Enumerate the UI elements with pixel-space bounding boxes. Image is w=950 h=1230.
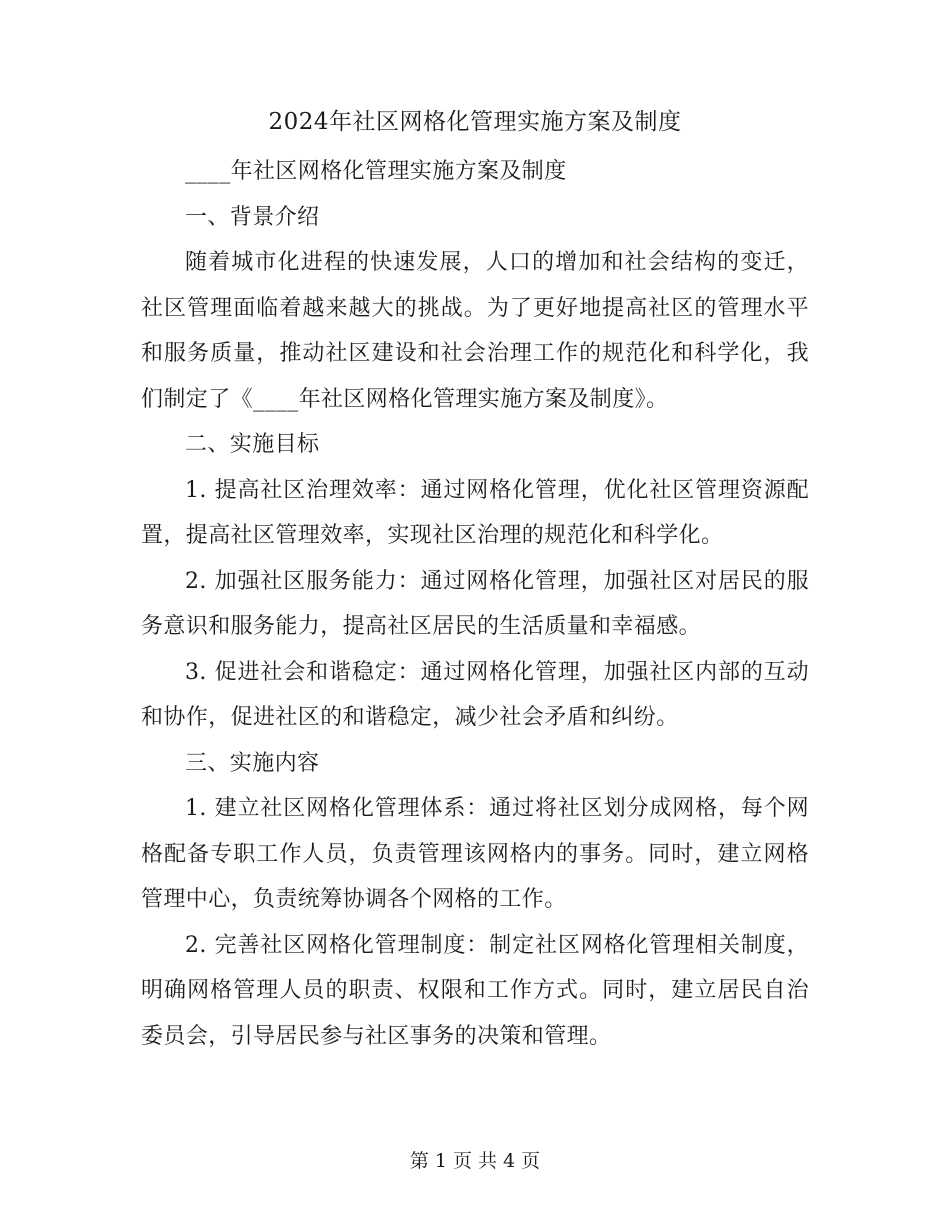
- background-paragraph: 随着城市化进程的快速发展，人口的增加和社会结构的变迁，社区管理面临着越来越大的挑战。为了更好地提高社区的管理水平和服务质量，推动社区建设和社会治理工作的规范化和科学化，我们制定了《____年社区网格化管理实施方案及制度》。: [141, 250, 809, 412]
- section-heading-goals: 二、实施目标: [185, 432, 320, 457]
- section-heading-background: 一、背景介绍: [185, 204, 320, 230]
- content-item-2: 2. 完善社区网格化管理制度：制定社区网格化管理相关制度，明确网格管理人员的职责、权限和工作方式。同时，建立居民自治委员会，引导居民参与社区事务的决策和管理。: [141, 932, 809, 1049]
- goal-item-3: 3. 促进社会和谐稳定：通过网格化管理，加强社区内部的互动和协作，促进社区的和谐稳定，减少社会矛盾和纠纷。: [141, 659, 809, 730]
- document-title: 2024年社区网格化管理实施方案及制度: [268, 109, 682, 135]
- subtitle-line: ____年社区网格化管理实施方案及制度: [185, 159, 567, 184]
- section-heading-content: 三、实施内容: [185, 750, 320, 776]
- page-number-footer: 第 1 页 共 4 页: [409, 1150, 541, 1172]
- goal-item-2: 2. 加强社区服务能力：通过网格化管理，加强社区对居民的服务意识和服务能力，提高社区居民的生活质量和幸福感。: [141, 568, 809, 639]
- content-item-1: 1. 建立社区网格化管理体系：通过将社区划分成网格，每个网格配备专职工作人员，负责管理该网格内的事务。同时，建立网格管理中心，负责统筹协调各个网格的工作。: [141, 796, 809, 912]
- goal-item-1: 1. 提高社区治理效率：通过网格化管理，优化社区管理资源配置，提高社区管理效率，实现社区治理的规范化和科学化。: [141, 477, 809, 548]
- document-body: [141, 149, 809, 1059]
